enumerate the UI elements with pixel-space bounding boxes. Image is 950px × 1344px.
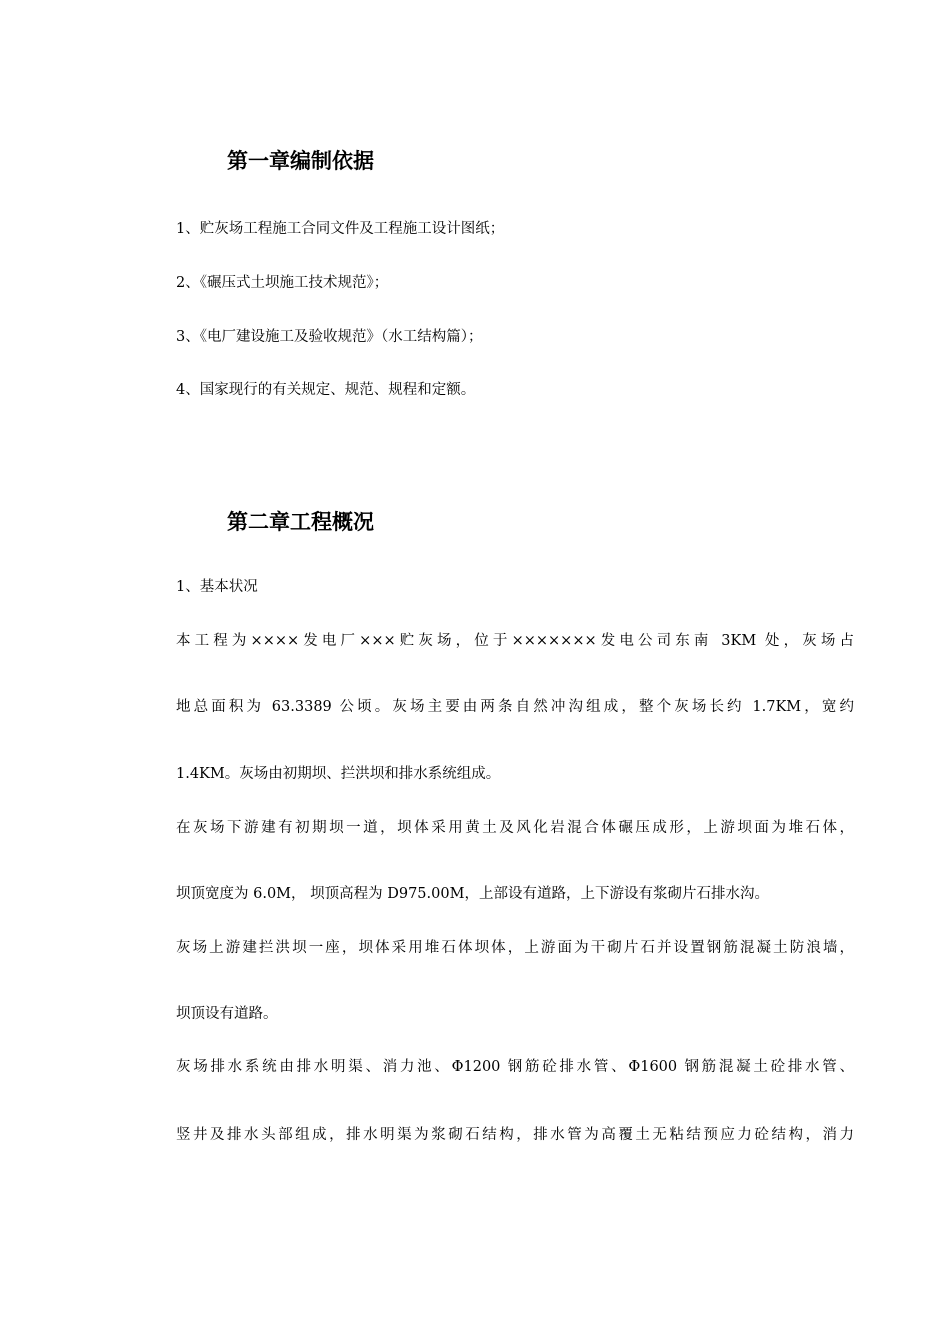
chapter-1-item-3: 3、《电厂建设施工及验收规范》（水工结构篇）； <box>176 329 483 345</box>
paragraph-line: 竖井及排水头部组成，排水明渠为浆砌石结构，排水管为高覆土无粘结预应力砼结构，消力 <box>176 1127 854 1143</box>
chapter-1-title: 第一章编制依据 <box>227 149 374 173</box>
paragraph-line: 灰场排水系统由排水明渠、消力池、Φ1200 钢筋砼排水管、Φ1600 钢筋混凝土砼排水管、 <box>176 1059 854 1075</box>
paragraph-line: 1.4KM。灰场由初期坝、拦洪坝和排水系统组成。 <box>176 766 501 782</box>
paragraph-line: 地总面积为 63.3389 公顷。灰场主要由两条自然冲沟组成，整个灰场长约 1.7KM，宽约 <box>176 699 854 715</box>
paragraph-line: 坝顶宽度为 6.0M， 坝顶高程为 D975.00M，上部设有道路，上下游设有浆砌片石排水沟。 <box>176 886 769 902</box>
paragraph-line: 灰场上游建拦洪坝一座，坝体采用堆石体坝体，上游面为干砌片石并设置钢筋混凝土防浪墙， <box>176 940 854 956</box>
paragraph-line: 本工程为××××发电厂×××贮灰场，位于×××××××发电公司东南 3KM 处，灰场占 <box>176 633 854 649</box>
chapter-2-title: 第二章工程概况 <box>227 510 374 534</box>
chapter-1-item-2: 2、《碾压式土坝施工技术规范》； <box>176 275 389 291</box>
chapter-1-item-4: 4、国家现行的有关规定、规范、规程和定额。 <box>176 382 476 398</box>
chapter-1-item-1: 1、贮灰场工程施工合同文件及工程施工设计图纸； <box>176 221 505 237</box>
paragraph-line: 坝顶设有道路。 <box>176 1006 278 1022</box>
section-1-heading: 1、基本状况 <box>176 579 258 595</box>
paragraph-line: 在灰场下游建有初期坝一道，坝体采用黄土及风化岩混合体碾压成形，上游坝面为堆石体， <box>176 820 854 836</box>
